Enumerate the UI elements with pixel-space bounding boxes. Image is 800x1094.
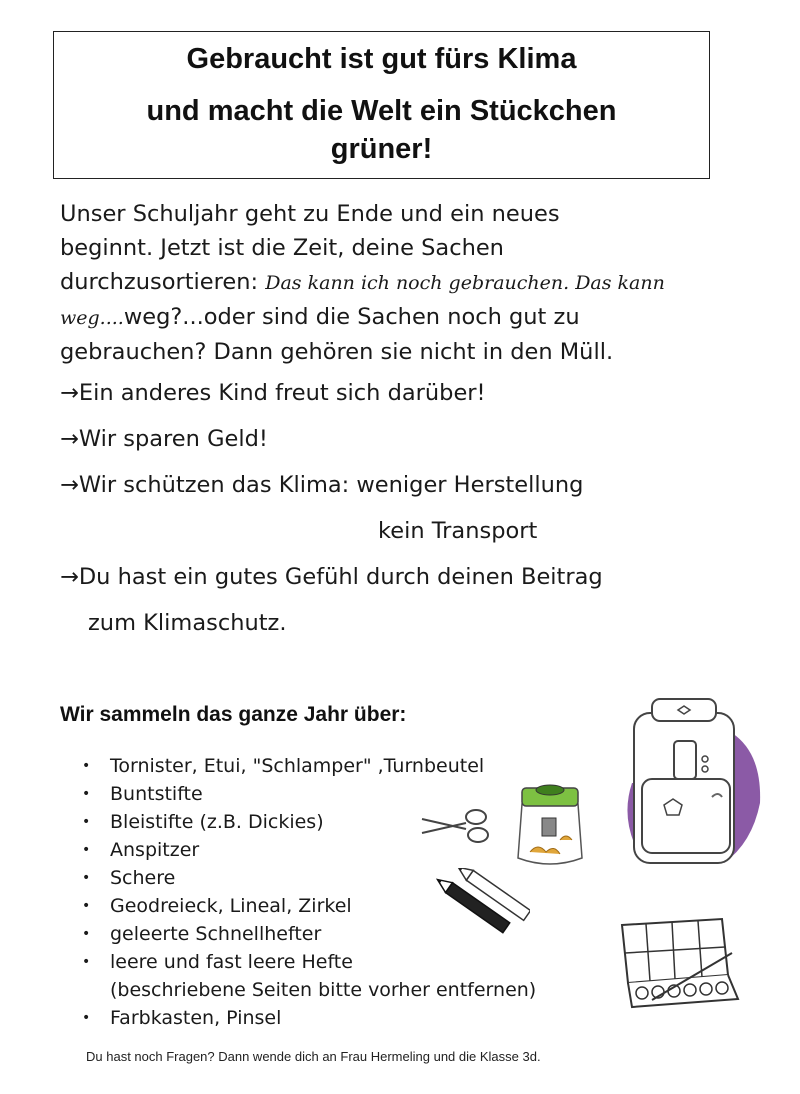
list-item: • Schere [82, 864, 536, 892]
title-box [53, 31, 710, 179]
point-save-money: →Wir sparen Geld! [60, 426, 268, 452]
intro-line-5: gebrauchen? Dann gehören sie nicht in den Müll. [60, 339, 614, 365]
point-climate-continued: kein Transport [378, 518, 538, 544]
scissors-icon [418, 805, 494, 845]
paintbox-icon [612, 915, 752, 1015]
handwritten-phrase: Das kann ich noch gebrauchen. Das kann [265, 272, 665, 294]
list-item: • Farbkasten, Pinsel [82, 1004, 536, 1032]
point-climate: →Wir schützen das Klima: weniger Herstellung [60, 472, 584, 498]
intro-line-2: beginnt. Jetzt ist die Zeit, deine Sachen [60, 235, 504, 261]
list-item: • Geodreieck, Lineal, Zirkel [82, 892, 536, 920]
collect-heading: Wir sammeln das ganze Jahr über: [60, 703, 407, 726]
list-item: • Buntstifte [82, 780, 536, 808]
title-line-3: grüner! [330, 133, 433, 165]
intro-paragraph [60, 197, 740, 369]
list-item: • Anspitzer [82, 836, 536, 864]
footer-note: Du hast noch Fragen? Dann wende dich an Frau Hermeling und die Klasse 3d. [86, 1049, 541, 1064]
pencils-icon [430, 868, 530, 958]
title-line-1: Gebraucht ist gut fürs Klima [186, 43, 577, 75]
point-good-feeling-continued: zum Klimaschutz. [88, 610, 287, 636]
intro-line-1: Unser Schuljahr geht zu Ende und ein neues [60, 201, 560, 227]
handwritten-weg: weg.... [60, 307, 124, 329]
list-item: • Bleistifte (z.B. Dickies) [82, 808, 536, 836]
point-good-feeling: →Du hast ein gutes Gefühl durch deinen Beitrag [60, 564, 603, 590]
sharpener-icon [510, 780, 590, 870]
intro-line-4 [60, 300, 740, 335]
point-other-child: →Ein anderes Kind freut sich darüber! [60, 380, 486, 406]
list-item-note: (beschriebene Seiten bitte vorher entfernen) [110, 979, 537, 1001]
list-item: • geleerte Schnellhefter [82, 920, 536, 948]
backpack-icon [612, 693, 762, 883]
intro-line-4-text: weg?...oder sind die Sachen noch gut zu [123, 304, 580, 330]
intro-line-3 [60, 265, 740, 300]
list-item-text: leere und fast leere Hefte [110, 951, 353, 973]
intro-line-3-text: durchzusortieren: [60, 269, 266, 295]
list-item: • Tornister, Etui, "Schlamper" ,Turnbeutel [82, 752, 536, 780]
title-line-2: und macht die Welt ein Stückchen [146, 95, 617, 127]
